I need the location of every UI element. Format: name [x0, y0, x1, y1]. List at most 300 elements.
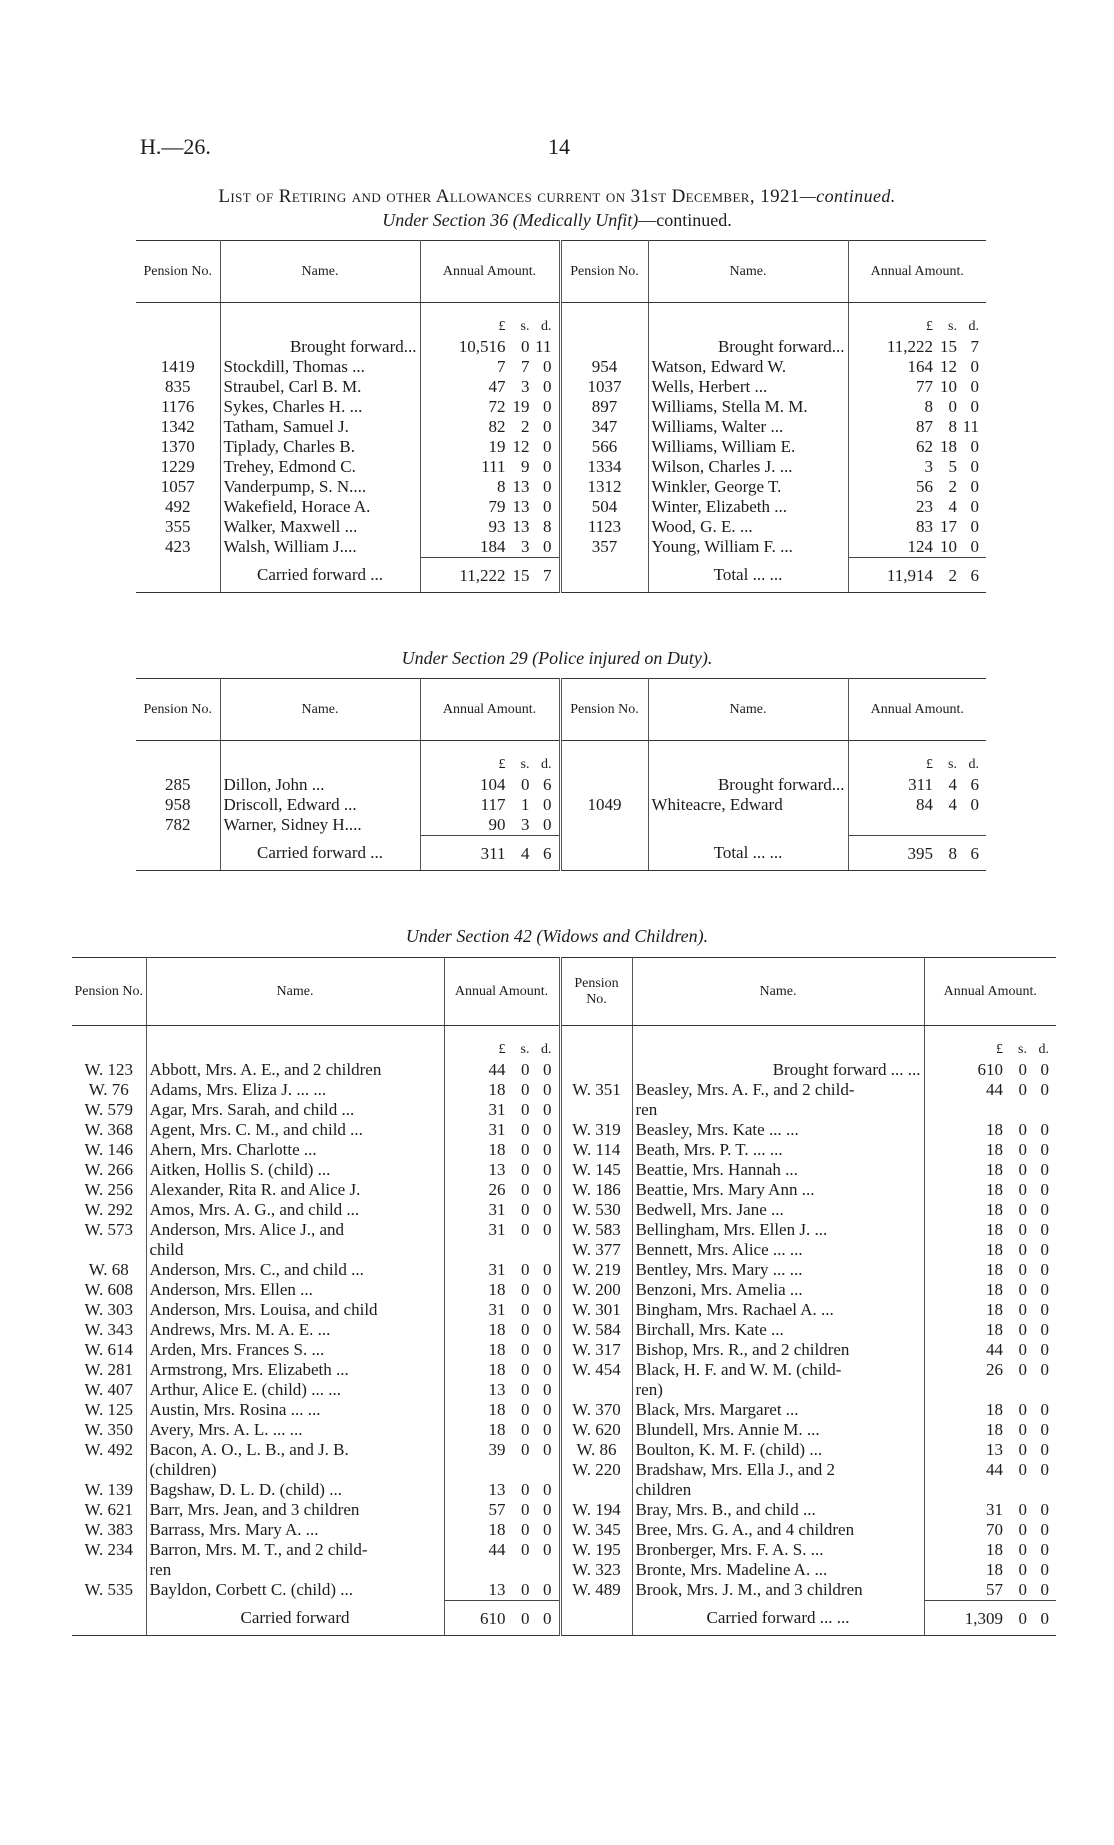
amount-shillings: 3 — [521, 376, 530, 396]
amount-cell — [444, 1520, 560, 1540]
pension-no: W. 368 — [72, 1120, 146, 1140]
pensioner-name: Tatham, Samuel J. — [220, 417, 420, 437]
amount-pence: 0 — [970, 376, 979, 396]
pension-no: 492 — [136, 497, 220, 517]
amount-pounds: 18 — [986, 1539, 1003, 1559]
pension-no: W. 68 — [72, 1260, 146, 1280]
amount-shillings: 15 — [940, 336, 957, 356]
pension-no: 357 — [560, 537, 648, 558]
amount-cell — [924, 1460, 1056, 1480]
amount-cell — [420, 557, 560, 592]
amount-shillings: 0 — [521, 1379, 530, 1399]
pensioner-name: Adams, Mrs. Eliza J. ... ... — [146, 1080, 444, 1100]
amount-pounds: 13 — [488, 1479, 506, 1499]
unit-shillings: s. — [520, 756, 530, 772]
pensioner-name: Williams, William E. — [648, 437, 848, 457]
amount-cell — [420, 795, 560, 815]
amount-pounds: 44 — [488, 1539, 506, 1559]
pensioner-name: Young, William F. ... — [648, 537, 848, 558]
section-29-title: Under Section 29 (Police injured on Duty). — [401, 648, 713, 668]
pensioner-name: Driscoll, Edward ... — [220, 795, 420, 815]
amount-shillings: 0 — [521, 1079, 530, 1099]
table-row — [72, 1520, 1056, 1540]
amount-shillings: 0 — [521, 1099, 530, 1119]
amount-pounds: 19 — [488, 436, 506, 456]
pensioner-name: Winter, Elizabeth ... — [648, 497, 848, 517]
pensioner-name: Agent, Mrs. C. M., and child ... — [146, 1120, 444, 1140]
amount-pence: 0 — [970, 536, 979, 556]
amount-pence: 0 — [1040, 1419, 1049, 1439]
amount-shillings: 0 — [1018, 1319, 1027, 1339]
amount-shillings: 7 — [521, 356, 530, 376]
amount-cell — [444, 1060, 560, 1080]
amount-shillings: 0 — [521, 1359, 530, 1379]
amount-shillings: 0 — [521, 1579, 530, 1599]
pension-no: W. 492 — [72, 1440, 146, 1460]
amount-cell — [444, 1200, 560, 1220]
amount-shillings: 0 — [521, 1179, 530, 1199]
amount-pounds: 31 — [488, 1259, 506, 1279]
amount-cell — [924, 1440, 1056, 1460]
amount-pounds: 18 — [986, 1139, 1003, 1159]
amount-cell — [420, 457, 560, 477]
amount-pence: 0 — [543, 1179, 552, 1199]
amount-pence: 6 — [970, 843, 979, 863]
pensioner-name: Aitken, Hollis S. (child) ... — [146, 1160, 444, 1180]
table-row — [72, 1060, 1056, 1080]
amount-pounds: 13 — [488, 1579, 506, 1599]
table-row — [136, 337, 986, 357]
amount-pounds: 18 — [488, 1419, 506, 1439]
table-row — [72, 1400, 1056, 1420]
amount-shillings: 0 — [521, 1608, 530, 1628]
amount-pence: 0 — [970, 476, 979, 496]
amount-shillings: 0 — [1018, 1179, 1027, 1199]
pensioner-name: Austin, Mrs. Rosina ... ... — [146, 1400, 444, 1420]
table-row — [136, 377, 986, 397]
amount-pounds: 31 — [488, 1099, 506, 1119]
pension-no: W. 200 — [560, 1280, 632, 1300]
amount-shillings: 19 — [512, 396, 530, 416]
table-row — [72, 1200, 1056, 1220]
amount-pence: 0 — [543, 1539, 552, 1559]
pensioner-name: (children) — [146, 1460, 444, 1480]
pension-no: W. 383 — [72, 1520, 146, 1540]
amount-pence: 0 — [1040, 1059, 1049, 1079]
pensioner-name: Wilson, Charles J. ... — [648, 457, 848, 477]
unit-pence: d. — [541, 318, 552, 334]
amount-pence: 0 — [543, 476, 552, 496]
pension-no: 347 — [560, 417, 648, 437]
amount-shillings: 0 — [1018, 1119, 1027, 1139]
amount-cell — [848, 397, 986, 417]
pension-no: W. 195 — [560, 1540, 632, 1560]
brought-forward-label: Brought forward ... ... — [632, 1060, 924, 1080]
amount-shillings: 2 — [521, 416, 530, 436]
amount-shillings: 0 — [521, 1419, 530, 1439]
section-36-title-text: Under Section 36 (Medically Unfit) — [382, 210, 639, 230]
amount-cell — [848, 477, 986, 497]
pensioner-name: Bentley, Mrs. Mary ... ... — [632, 1260, 924, 1280]
amount-shillings: 0 — [521, 1479, 530, 1499]
pensioner-name: Bree, Mrs. G. A., and 4 children — [632, 1520, 924, 1540]
table-row — [136, 795, 986, 815]
amount-pounds: 8 — [924, 396, 933, 416]
pensioner-name: Beasley, Mrs. Kate ... ... — [632, 1120, 924, 1140]
amount-shillings: 0 — [521, 1279, 530, 1299]
amount-cell — [444, 1460, 560, 1480]
pension-no — [72, 1560, 146, 1580]
pension-no: W. 377 — [560, 1240, 632, 1260]
amount-shillings: 0 — [521, 1539, 530, 1559]
amount-pounds: 83 — [916, 516, 933, 536]
amount-shillings: 0 — [1018, 1219, 1027, 1239]
pensioner-name: Black, H. F. and W. M. (child- — [632, 1360, 924, 1380]
amount-units — [924, 1040, 1056, 1060]
amount-cell — [444, 1380, 560, 1400]
amount-pounds: 3 — [924, 456, 933, 476]
amount-pounds: 13 — [488, 1159, 506, 1179]
amount-shillings: 0 — [1018, 1459, 1027, 1479]
amount-pounds: 311 — [908, 774, 933, 794]
pension-no: W. 608 — [72, 1280, 146, 1300]
amount-pence: 0 — [1040, 1219, 1049, 1239]
amount-pence: 0 — [970, 396, 979, 416]
header-name: Name. — [632, 958, 924, 1026]
amount-pounds: 44 — [986, 1459, 1003, 1479]
amount-cell — [924, 1540, 1056, 1560]
amount-cell — [924, 1100, 1056, 1120]
amount-units — [848, 755, 986, 775]
pension-no: 1123 — [560, 517, 648, 537]
amount-pence: 8 — [543, 516, 552, 536]
amount-cell — [848, 377, 986, 397]
unit-shillings: s. — [520, 318, 530, 334]
header-pension-no: Pension No. — [136, 241, 220, 303]
amount-cell — [444, 1400, 560, 1420]
amount-cell — [420, 517, 560, 537]
amount-cell — [848, 497, 986, 517]
amount-cell — [848, 775, 986, 795]
amount-pounds: 117 — [480, 794, 506, 814]
table-row — [72, 1360, 1056, 1380]
table-row — [72, 1080, 1056, 1100]
pension-no: W. 535 — [72, 1580, 146, 1601]
pension-no: W. 125 — [72, 1400, 146, 1420]
carried-forward-label: Carried forward — [146, 1600, 444, 1635]
amount-cell — [444, 1180, 560, 1200]
amount-shillings: 5 — [948, 456, 957, 476]
amount-pounds: 13 — [488, 1379, 506, 1399]
table-row — [136, 815, 986, 836]
table-row — [72, 1140, 1056, 1160]
pension-no: 1370 — [136, 437, 220, 457]
amount-cell — [924, 1120, 1056, 1140]
amount-shillings: 10 — [940, 376, 957, 396]
amount-shillings: 13 — [512, 476, 530, 496]
pensioner-name: Avery, Mrs. A. L. ... ... — [146, 1420, 444, 1440]
amount-cell — [444, 1540, 560, 1560]
amount-pence: 0 — [543, 1299, 552, 1319]
amount-cell — [444, 1120, 560, 1140]
header-name: Name. — [648, 241, 848, 303]
amount-cell — [848, 517, 986, 537]
amount-pounds: 18 — [986, 1239, 1003, 1259]
amount-shillings: 0 — [521, 1339, 530, 1359]
amount-pence: 0 — [970, 436, 979, 456]
amount-cell — [420, 835, 560, 870]
amount-pence: 0 — [543, 1519, 552, 1539]
amount-pounds: 395 — [907, 843, 933, 863]
amount-cell — [924, 1340, 1056, 1360]
section-42-title: Under Section 42 (Widows and Children). — [405, 926, 709, 946]
amount-pence: 0 — [543, 356, 552, 376]
amount-cell — [420, 337, 560, 357]
amount-cell — [444, 1100, 560, 1120]
amount-pounds: 56 — [916, 476, 933, 496]
amount-shillings: 0 — [1018, 1339, 1027, 1359]
amount-pounds: 18 — [488, 1279, 506, 1299]
amount-pounds: 13 — [986, 1439, 1003, 1459]
amount-shillings: 0 — [1018, 1159, 1027, 1179]
unit-shillings: s. — [520, 1041, 530, 1057]
pensioner-name: Whiteacre, Edward — [648, 795, 848, 815]
table-row — [72, 1500, 1056, 1520]
pension-no: W. 317 — [560, 1340, 632, 1360]
brought-forward-label: Brought forward... — [648, 775, 848, 795]
pension-no: W. 234 — [72, 1540, 146, 1560]
pension-no — [560, 1380, 632, 1400]
brought-forward-label: Brought forward... — [648, 337, 848, 357]
amount-pounds: 62 — [916, 436, 933, 456]
pension-no: W. 266 — [72, 1160, 146, 1180]
unit-shillings: s. — [1018, 1041, 1027, 1057]
pensioner-name: Walker, Maxwell ... — [220, 517, 420, 537]
table-row — [72, 1340, 1056, 1360]
amount-pounds: 18 — [986, 1219, 1003, 1239]
amount-cell — [444, 1280, 560, 1300]
unit-pounds: £ — [996, 1041, 1003, 1057]
pension-no: W. 123 — [72, 1060, 146, 1080]
amount-pounds: 184 — [480, 536, 506, 556]
amount-pence: 0 — [543, 1279, 552, 1299]
pensioner-name: Barrass, Mrs. Mary A. ... — [146, 1520, 444, 1540]
amount-pounds: 70 — [986, 1519, 1003, 1539]
table-row — [72, 1460, 1056, 1480]
table-row — [72, 1440, 1056, 1460]
pensioner-name: Abbott, Mrs. A. E., and 2 children — [146, 1060, 444, 1080]
amount-pounds: 57 — [488, 1499, 506, 1519]
pensioner-name: Beattie, Mrs. Hannah ... — [632, 1160, 924, 1180]
table-row — [136, 755, 986, 775]
amount-pence: 0 — [543, 1379, 552, 1399]
table-row — [72, 1220, 1056, 1240]
pension-no: W. 370 — [560, 1400, 632, 1420]
pension-no: 897 — [560, 397, 648, 417]
amount-units — [848, 317, 986, 337]
pensioner-name: Trehey, Edmond C. — [220, 457, 420, 477]
amount-pence: 0 — [543, 1439, 552, 1459]
amount-pounds: 79 — [488, 496, 506, 516]
amount-pounds: 26 — [488, 1179, 506, 1199]
amount-cell — [924, 1240, 1056, 1260]
unit-pounds: £ — [926, 318, 933, 334]
amount-pounds: 11,222 — [459, 565, 506, 585]
pension-no: W. 220 — [560, 1460, 632, 1480]
amount-pence: 0 — [543, 436, 552, 456]
pension-no: W. 146 — [72, 1140, 146, 1160]
amount-pence: 0 — [970, 356, 979, 376]
table-row — [72, 1280, 1056, 1300]
amount-cell — [444, 1580, 560, 1601]
amount-shillings: 0 — [1018, 1059, 1027, 1079]
amount-cell — [924, 1520, 1056, 1540]
table-row — [136, 417, 986, 437]
pensioner-name: Benzoni, Mrs. Amelia ... — [632, 1280, 924, 1300]
amount-cell — [924, 1060, 1056, 1080]
header-name: Name. — [146, 958, 444, 1026]
header-amount: Annual Amount. — [444, 958, 560, 1026]
amount-shillings: 8 — [948, 416, 957, 436]
pensioner-name: Bishop, Mrs. R., and 2 children — [632, 1340, 924, 1360]
amount-pounds: 31 — [488, 1219, 506, 1239]
table-row — [72, 1120, 1056, 1140]
table-row — [136, 437, 986, 457]
amount-cell — [420, 417, 560, 437]
pension-no: W. 301 — [560, 1300, 632, 1320]
amount-pence: 0 — [543, 416, 552, 436]
amount-cell — [924, 1380, 1056, 1400]
amount-shillings: 4 — [948, 794, 957, 814]
amount-cell — [420, 377, 560, 397]
header-amount: Annual Amount. — [924, 958, 1056, 1026]
pensioner-name: Bedwell, Mrs. Jane ... — [632, 1200, 924, 1220]
pension-no: W. 343 — [72, 1320, 146, 1340]
amount-pounds: 610 — [480, 1608, 506, 1628]
amount-pence: 0 — [543, 1199, 552, 1219]
amount-pounds: 23 — [916, 496, 933, 516]
amount-pounds: 18 — [488, 1399, 506, 1419]
amount-units — [420, 755, 560, 775]
amount-shillings: 18 — [940, 436, 957, 456]
table-row — [72, 1100, 1056, 1120]
pensioner-name: Vanderpump, S. N.... — [220, 477, 420, 497]
pensioner-name: Agar, Mrs. Sarah, and child ... — [146, 1100, 444, 1120]
pensioner-name: ren) — [632, 1380, 924, 1400]
carried-forward-label: Carried forward ... — [220, 835, 420, 870]
amount-shillings: 0 — [1018, 1559, 1027, 1579]
amount-pence: 0 — [1040, 1179, 1049, 1199]
pensioner-name: Bradshaw, Mrs. Ella J., and 2 — [632, 1460, 924, 1480]
amount-pence: 0 — [970, 516, 979, 536]
unit-shillings: s. — [948, 318, 957, 334]
pension-no: W. 323 — [560, 1560, 632, 1580]
pension-no: 782 — [136, 815, 220, 836]
table-row — [136, 317, 986, 337]
amount-pence: 0 — [543, 794, 552, 814]
pensioner-name: Sykes, Charles H. ... — [220, 397, 420, 417]
amount-pence: 0 — [543, 396, 552, 416]
unit-pounds: £ — [498, 318, 506, 334]
amount-cell — [444, 1340, 560, 1360]
amount-pounds: 311 — [480, 843, 506, 863]
unit-pence: d. — [968, 756, 979, 772]
amount-cell — [444, 1560, 560, 1580]
amount-cell — [420, 437, 560, 457]
amount-pence: 0 — [1040, 1199, 1049, 1219]
pensioner-name: Beattie, Mrs. Mary Ann ... — [632, 1180, 924, 1200]
amount-shillings: 0 — [521, 1119, 530, 1139]
pensioner-name: Andrews, Mrs. M. A. E. ... — [146, 1320, 444, 1340]
pensioner-name: Amos, Mrs. A. G., and child ... — [146, 1200, 444, 1220]
amount-pounds: 31 — [488, 1299, 506, 1319]
amount-shillings: 13 — [512, 516, 530, 536]
unit-pence: d. — [1038, 1041, 1049, 1057]
amount-pounds: 18 — [488, 1079, 506, 1099]
document-title-text: List of Retiring and other Allowances current on 31st December, 1921 — [218, 186, 800, 207]
amount-pounds: 87 — [916, 416, 933, 436]
amount-pounds: 18 — [488, 1359, 506, 1379]
pensioner-name: Warner, Sidney H.... — [220, 815, 420, 836]
amount-shillings: 0 — [521, 1499, 530, 1519]
amount-pence: 0 — [543, 1339, 552, 1359]
amount-pence: 6 — [970, 774, 979, 794]
pension-no: 1334 — [560, 457, 648, 477]
amount-cell — [848, 537, 986, 558]
amount-pence: 0 — [1040, 1399, 1049, 1419]
table-footer-row — [136, 835, 986, 870]
amount-pounds: 610 — [977, 1059, 1003, 1079]
amount-cell — [924, 1420, 1056, 1440]
amount-cell — [444, 1480, 560, 1500]
table-row — [136, 397, 986, 417]
amount-pence: 0 — [543, 1059, 552, 1079]
amount-cell — [444, 1420, 560, 1440]
pension-no: W. 114 — [560, 1140, 632, 1160]
header-pension-no: Pension No. — [560, 241, 648, 303]
amount-pence: 0 — [1040, 1079, 1049, 1099]
amount-pounds: 18 — [488, 1319, 506, 1339]
header-pension-no: Pension No. — [136, 679, 220, 741]
amount-cell — [848, 835, 986, 870]
pensioner-name: Watson, Edward W. — [648, 357, 848, 377]
amount-pence: 0 — [1040, 1279, 1049, 1299]
pensioner-name: ren — [146, 1560, 444, 1580]
amount-pence: 0 — [543, 1579, 552, 1599]
pension-no — [560, 1100, 632, 1120]
amount-pence: 0 — [1040, 1579, 1049, 1599]
amount-cell — [444, 1600, 560, 1635]
page-code: H.—26. — [140, 134, 211, 159]
amount-pence: 0 — [1040, 1439, 1049, 1459]
amount-pounds: 1,309 — [964, 1608, 1003, 1628]
table-row — [136, 457, 986, 477]
header-pension-no: Pension No. — [72, 958, 146, 1026]
pensioner-name: Brook, Mrs. J. M., and 3 children — [632, 1580, 924, 1601]
pension-no: W. 186 — [560, 1180, 632, 1200]
amount-pence: 0 — [1040, 1299, 1049, 1319]
amount-cell — [924, 1480, 1056, 1500]
pension-no: W. 620 — [560, 1420, 632, 1440]
amount-cell — [848, 557, 986, 592]
document-title — [0, 186, 1114, 208]
amount-pence: 0 — [543, 1479, 552, 1499]
amount-pence: 0 — [1040, 1519, 1049, 1539]
amount-pence: 0 — [970, 496, 979, 516]
amount-units — [420, 317, 560, 337]
amount-shillings: 9 — [521, 456, 530, 476]
pension-no: W. 584 — [560, 1320, 632, 1340]
